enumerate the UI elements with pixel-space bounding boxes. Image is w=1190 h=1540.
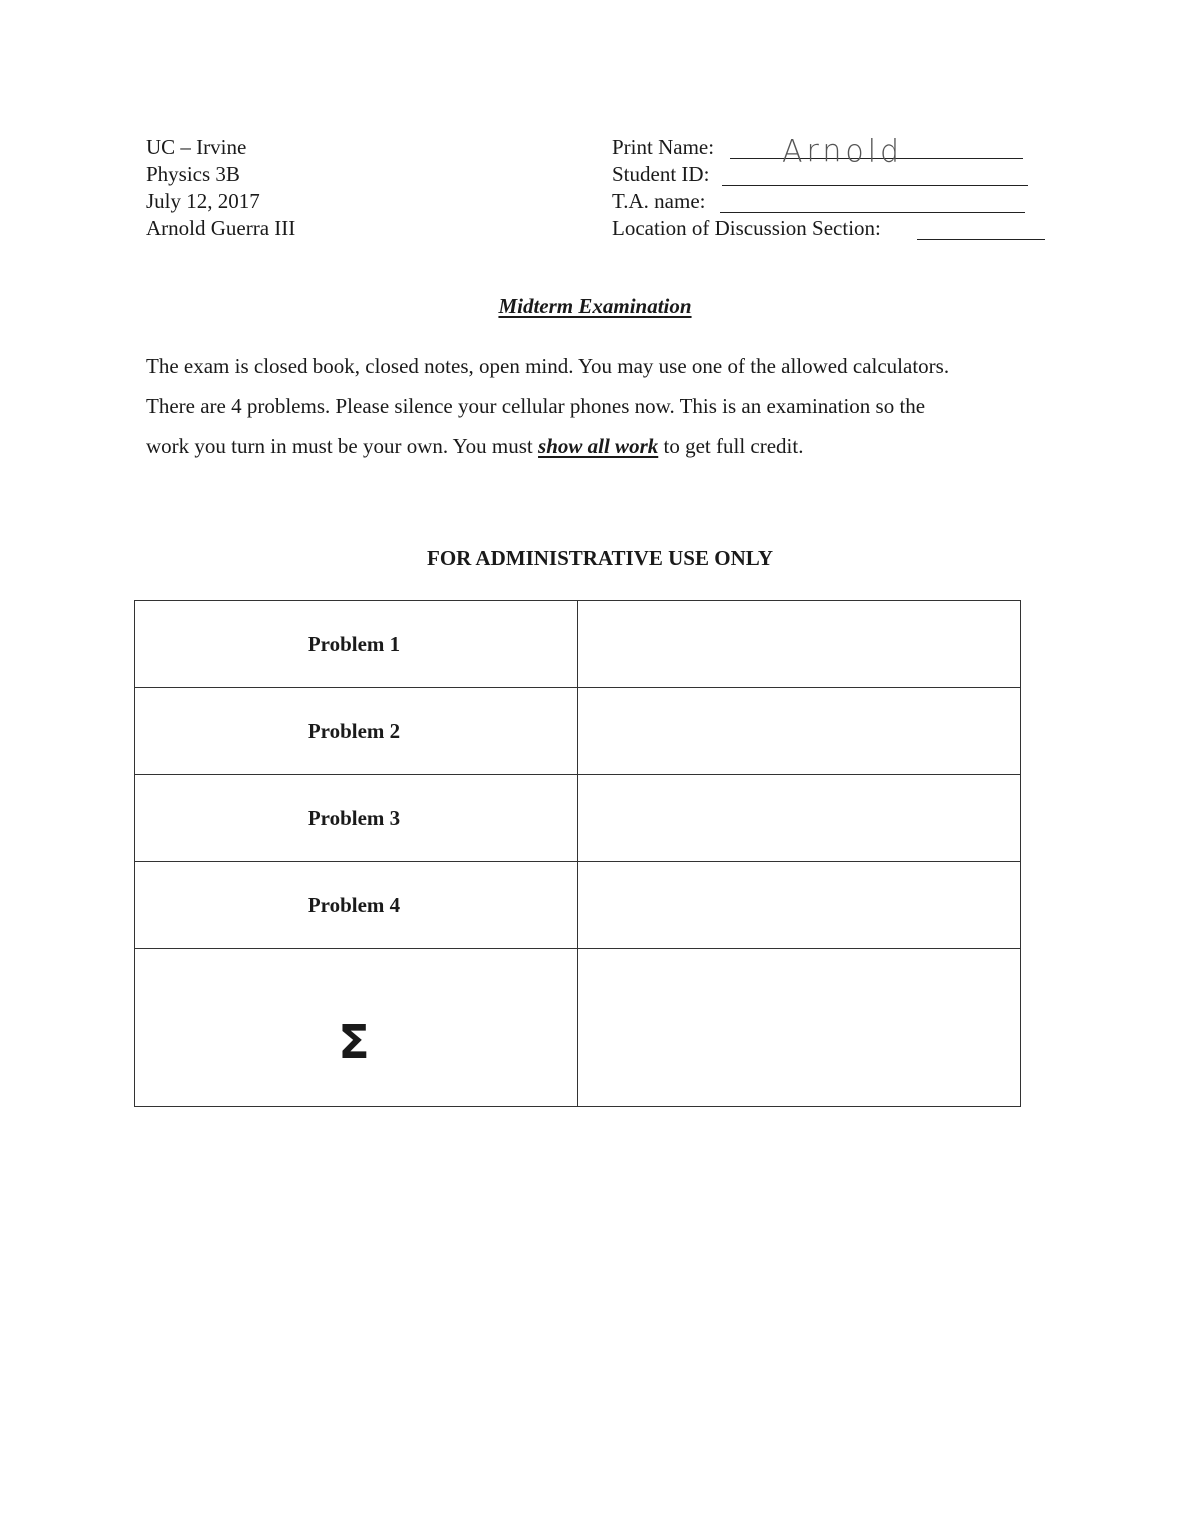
print-name-handwritten: Arnold: [782, 133, 904, 170]
admin-section-title: FOR ADMINISTRATIVE USE ONLY: [427, 546, 773, 570]
student-info-form: [612, 133, 904, 242]
instructor-name: Arnold Guerra III: [146, 216, 296, 240]
course-info: [146, 134, 295, 242]
problem-label: Problem 2: [307, 718, 401, 743]
exam-title: Midterm Examination: [498, 294, 692, 318]
student-id-label: Student ID:: [612, 162, 710, 186]
instructions-line-3-start: work you turn in must be your own. You must: [146, 434, 539, 458]
instructions-line-1: The exam is closed book, closed notes, open mind. You may use one of the allowed calculators.: [146, 354, 950, 378]
location-field[interactable]: [917, 239, 1045, 240]
show-all-work-emphasis: show all work: [538, 434, 659, 458]
problem-label-cell: [135, 862, 578, 949]
total-row: [135, 949, 1021, 1107]
table-row: [135, 862, 1021, 949]
problem-score-cell[interactable]: [578, 775, 1021, 862]
total-label-cell: [135, 949, 578, 1107]
sigma-symbol: Σ: [338, 1014, 370, 1069]
exam-instructions: [146, 346, 1066, 466]
exam-date: July 12, 2017: [146, 189, 260, 213]
total-score-cell[interactable]: [578, 949, 1021, 1107]
institution: UC – Irvine: [146, 135, 247, 159]
ta-name-label: T.A. name:: [612, 189, 706, 213]
table-row: [135, 775, 1021, 862]
problem-score-cell[interactable]: [578, 688, 1021, 775]
student-id-field[interactable]: [722, 185, 1028, 186]
problem-label-cell: [135, 601, 578, 688]
score-table: [134, 600, 1021, 1107]
print-name-field[interactable]: [730, 133, 1023, 170]
problem-label: Problem 1: [307, 631, 401, 656]
problem-label-cell: [135, 775, 578, 862]
ta-name-field[interactable]: [720, 212, 1025, 213]
location-label: Location of Discussion Section:: [612, 216, 881, 240]
print-name-label: Print Name:: [612, 135, 715, 159]
table-row: [135, 601, 1021, 688]
ta-name-row: [612, 188, 881, 215]
print-name-row: [612, 133, 904, 170]
problem-label: Problem 4: [307, 892, 401, 917]
problem-score-cell[interactable]: [578, 601, 1021, 688]
problem-label: Problem 3: [307, 805, 401, 830]
instructions-line-3: [146, 426, 1066, 466]
student-id-row: [612, 161, 881, 188]
instructions-line-3-end: to get full credit.: [658, 434, 804, 458]
table-row: [135, 688, 1021, 775]
instructions-line-2: There are 4 problems. Please silence your cellular phones now. This is an examination so the: [146, 394, 926, 418]
problem-score-cell[interactable]: [578, 862, 1021, 949]
course-name: Physics 3B: [146, 162, 240, 186]
problem-label-cell: [135, 688, 578, 775]
location-row: [612, 215, 881, 242]
